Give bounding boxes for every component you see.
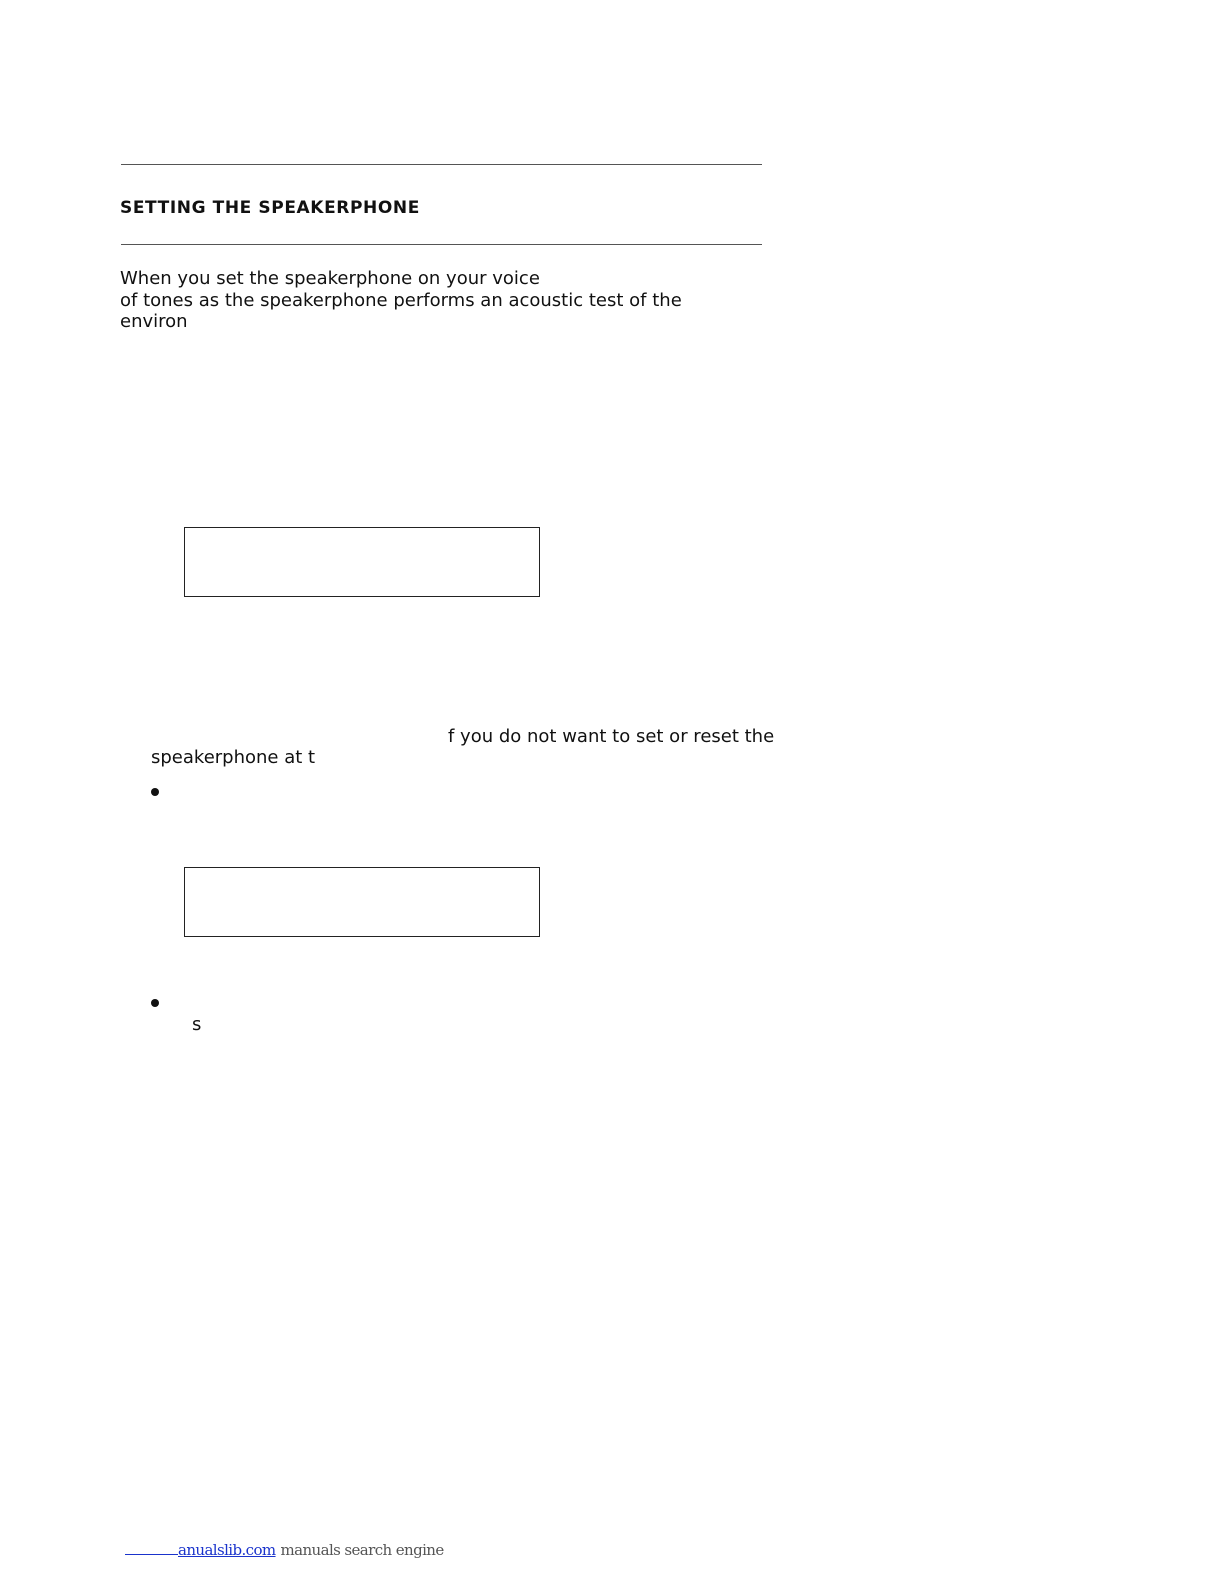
note-line-2: speakerphone at t (151, 747, 316, 768)
section-heading: SETTING THE SPEAKERPHONE (120, 198, 420, 218)
top-rule (121, 164, 762, 165)
bullet-2 (151, 999, 159, 1007)
display-box-1 (184, 527, 540, 597)
intro-line-1: When you set the speakerphone on your voice (120, 268, 540, 289)
intro-line-2: of tones as the speakerphone performs an acoustic test of the (120, 290, 682, 311)
intro-line-3: environ (120, 311, 188, 332)
footer-link[interactable]: anualslib.com (178, 1541, 276, 1559)
bullet-2-text: s (192, 1014, 202, 1035)
footer-tagline: manuals search engine (280, 1541, 444, 1559)
note-line-1: f you do not want to set or reset the (448, 726, 775, 747)
bullet-1 (151, 788, 159, 796)
heading-rule (121, 244, 762, 245)
footer-link-underline (125, 1540, 178, 1555)
display-box-2 (184, 867, 540, 937)
footer (125, 1540, 444, 1559)
